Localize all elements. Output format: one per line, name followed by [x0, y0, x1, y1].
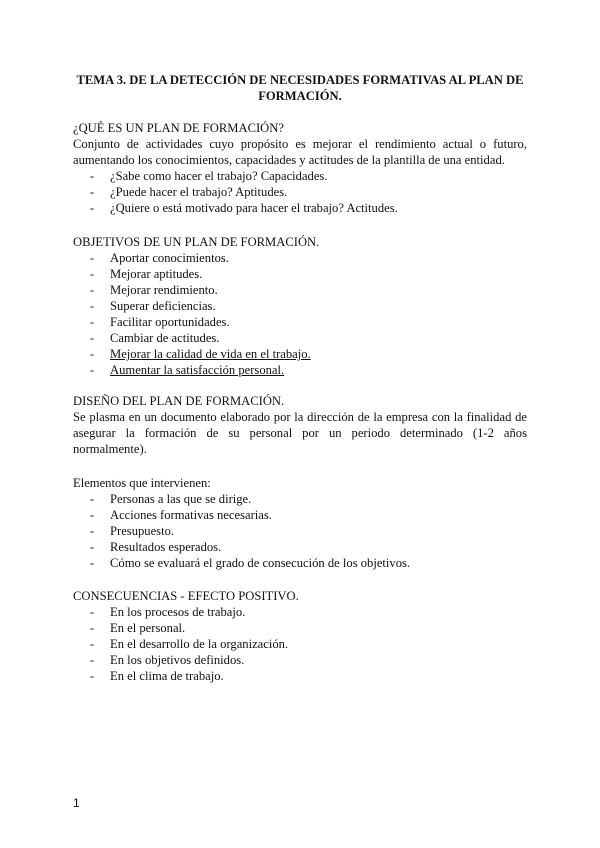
page-number: 1: [73, 796, 80, 810]
bullet-dash: -: [90, 669, 95, 683]
section-design: [73, 393, 527, 571]
section-objectives: [73, 234, 527, 378]
bullet-list: [73, 491, 527, 571]
bullet-dash: -: [90, 524, 95, 538]
list-item: [73, 168, 527, 184]
section-heading: DISEÑO DEL PLAN DE FORMACIÓN.: [73, 394, 285, 408]
bullet-dash: -: [90, 267, 95, 281]
list-item-text: Cambiar de actitudes.: [110, 331, 220, 345]
bullet-dash: -: [90, 621, 95, 635]
bullet-dash: -: [90, 637, 95, 651]
list-item-text: Mejorar aptitudes.: [110, 267, 203, 281]
list-item-text: En el personal.: [110, 621, 186, 635]
bullet-dash: -: [90, 540, 95, 554]
list-item-text: Resultados esperados.: [110, 540, 222, 554]
section-heading: CONSECUENCIAS - EFECTO POSITIVO.: [73, 589, 299, 603]
list-item: [73, 362, 527, 378]
bullet-dash: -: [90, 315, 95, 329]
document-title: TEMA 3. DE LA DETECCIÓN DE NECESIDADES FORMATIVAS AL PLAN DE FORMACIÓN.: [76, 73, 524, 103]
section-paragraph: Se plasma en un documento elaborado por la dirección de la empresa con la finalidad de asegurar la formación de su personal por un periodo determinado (1-2 años normalmente).: [73, 410, 527, 456]
list-item-text: Mejorar rendimiento.: [110, 283, 218, 297]
list-item-text: En los objetivos definidos.: [110, 653, 245, 667]
list-item: [73, 555, 527, 571]
document-page: [73, 72, 527, 684]
list-item: [73, 539, 527, 555]
section-subheading: Elementos que intervienen:: [73, 476, 211, 490]
section-heading: OBJETIVOS DE UN PLAN DE FORMACIÓN.: [73, 235, 320, 249]
list-item: [73, 200, 527, 216]
bullet-dash: -: [90, 283, 95, 297]
list-item-text: Acciones formativas necesarias.: [110, 508, 272, 522]
bullet-dash: -: [90, 347, 95, 361]
list-item-text: ¿Quiere o está motivado para hacer el trabajo? Actitudes.: [110, 201, 398, 215]
bullet-list: [73, 168, 527, 216]
section-what-is: [73, 120, 527, 216]
section-consequences: [73, 588, 527, 684]
bullet-dash: -: [90, 251, 95, 265]
bullet-dash: -: [90, 185, 95, 199]
list-item-text: En los procesos de trabajo.: [110, 605, 246, 619]
bullet-dash: -: [90, 169, 95, 183]
list-item: [73, 507, 527, 523]
bullet-dash: -: [90, 201, 95, 215]
list-item: [73, 330, 527, 346]
list-item-text: Personas a las que se dirige.: [110, 492, 252, 506]
bullet-dash: -: [90, 299, 95, 313]
list-item-text: En el desarrollo de la organización.: [110, 637, 289, 651]
list-item: [73, 604, 527, 620]
list-item: [73, 298, 527, 314]
bullet-dash: -: [90, 363, 95, 377]
bullet-list: [73, 250, 527, 378]
list-item-text: Cómo se evaluará el grado de consecución de los objetivos.: [110, 556, 411, 570]
bullet-dash: -: [90, 508, 95, 522]
bullet-list: [73, 604, 527, 684]
section-paragraph: Conjunto de actividades cuyo propósito es mejorar el rendimiento actual o futuro, aumentando los conocimientos, capacidades y actitudes de la plantilla de una entidad.: [73, 137, 527, 167]
bullet-dash: -: [90, 556, 95, 570]
list-item: [73, 523, 527, 539]
bullet-dash: -: [90, 331, 95, 345]
list-item: [73, 491, 527, 507]
list-item: [73, 636, 527, 652]
list-item-text: Facilitar oportunidades.: [110, 315, 230, 329]
list-item-text: Aportar conocimientos.: [110, 251, 229, 265]
list-item-text: ¿Puede hacer el trabajo? Aptitudes.: [110, 185, 288, 199]
list-item: [73, 184, 527, 200]
list-item-text: ¿Sabe como hacer el trabajo? Capacidades.: [110, 169, 328, 183]
list-item-text: Superar deficiencias.: [110, 299, 216, 313]
list-item: [73, 668, 527, 684]
list-item: [73, 346, 527, 362]
bullet-dash: -: [90, 605, 95, 619]
list-item: [73, 652, 527, 668]
list-item-text: En el clima de trabajo.: [110, 669, 224, 683]
list-item: [73, 314, 527, 330]
bullet-dash: -: [90, 653, 95, 667]
list-item-text: Presupuesto.: [110, 524, 175, 538]
list-item-text: Mejorar la calidad de vida en el trabajo.: [110, 347, 311, 361]
list-item: [73, 282, 527, 298]
list-item: [73, 266, 527, 282]
list-item-text: Aumentar la satisfacción personal.: [110, 363, 285, 377]
list-item: [73, 250, 527, 266]
list-item: [73, 620, 527, 636]
section-heading: ¿QUÉ ES UN PLAN DE FORMACIÓN?: [73, 121, 284, 135]
bullet-dash: -: [90, 492, 95, 506]
